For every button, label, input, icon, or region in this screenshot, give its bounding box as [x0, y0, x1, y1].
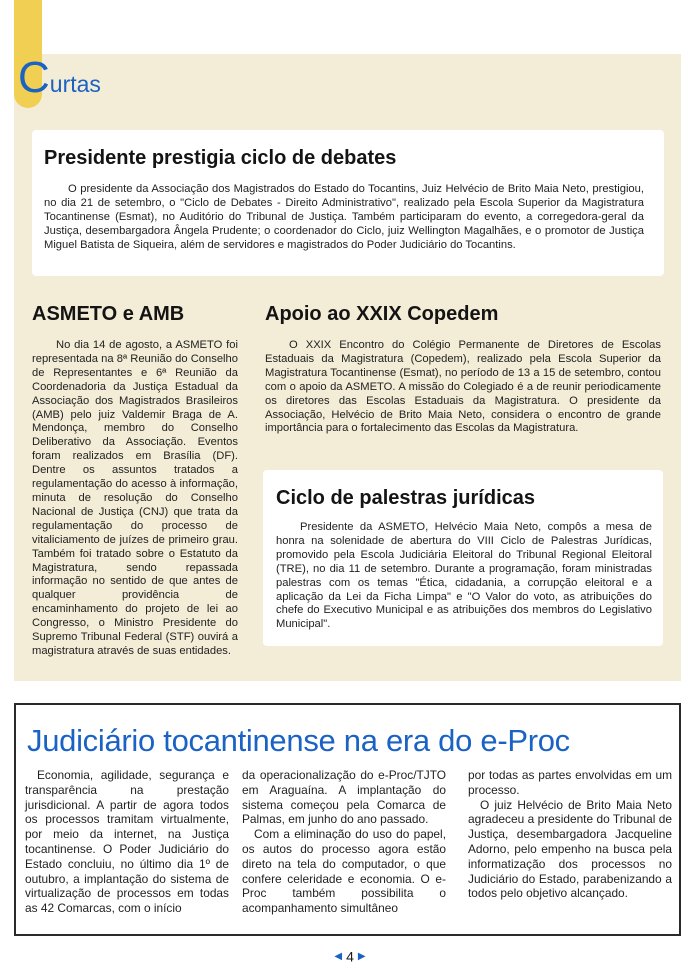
eproc-paragraph: por todas as partes envolvidas em um processo. — [468, 768, 672, 797]
article-body-copedem — [265, 339, 661, 436]
article-paragraph: No dia 14 de agosto, a ASMETO foi representada na 8ª Reunião do Conselho de Representantes e 6ª Reunião da Coordenadoria da Justiça Estadual da Associação dos Magistrados Brasileiros (AMB) pelo juiz Valdemir Braga de A. Mendonça, membro do Conselho Deliberativo da Associação. Eventos foram realizados em Brasília (DF). Dentre os assuntos tratados a regulamentação do acesso à informação, minuta de resolução do Conselho Nacional de Justiça (CNJ) que trata da regulamentação do processo de vitaliciamento de juízes de primeiro grau. Também foi tratado sobre o Estatuto da Magistratura, sendo repassada informação no sentido de que antes de qualquer providência de encaminhamento do projeto de lei ao Congresso, o Ministro Presidente do Supremo Tribunal Federal (STF) ouvirá a magistratura através de suas entidades. — [32, 339, 238, 657]
section-title-initial: C — [18, 53, 50, 102]
article-paragraph: O XXIX Encontro do Colégio Permanente de Diretores de Escolas Estaduais da Magistratura (Copedem), realizado pela Escola Superior da Magistratura Tocantinense (Esmat), no período de 13 a 15 de setembro, contou com o apoio da ASMETO. A missão do Colegiado é a de reunir periodicamente os diretores das Escolas Estaduais da Magistratura. O presidente da Associação, Helvécio de Brito Maia Neto, considera o encontro de grande importância para o fortalecimento das Escolas da Magistratura. — [265, 339, 661, 435]
eproc-paragraph: da operacionalização do e-Proc/TJTO em Araguaína. A implantação do sistema começou pela Comarca de Palmas, em junho do ano passado. — [242, 768, 446, 827]
article-title-ciclo: Ciclo de palestras jurídicas — [276, 487, 535, 509]
page-number: 4 — [346, 948, 354, 965]
section-title — [18, 53, 101, 102]
next-page-icon[interactable]: ▶ — [357, 950, 366, 962]
article-body-ciclo — [276, 521, 652, 632]
eproc-paragraph: O juiz Helvécio de Brito Maia Neto agradeceu a presidente do Tribunal de Justiça, desembargadora Jacqueline Adorno, pelo empenho na busca pela informatização dos processos no Judiciário do Estado, parabenizando a todos pelo objetivo alcançado. — [468, 797, 672, 901]
prev-page-icon[interactable]: ◀ — [334, 950, 343, 962]
eproc-headline: Judiciário tocantinense na era do e-Proc — [27, 723, 570, 758]
article-paragraph: Presidente da ASMETO, Helvécio Maia Neto, compôs a mesa de honra na solenidade de abertura do VIII Ciclo de Palestras Jurídicas, promovido pela Escola Judiciária Eleitoral do Tribunal Regional Eleitoral (TRE), no dia 11 de setembro. Durante a programação, foram ministradas palestras com os temas "Ética, cidadania, a corrupção eleitoral e a aplicação da Lei da Ficha Limpa" e "O Valor do voto, as atribuições do chefe do Executivo Municipal e as atribuições dos membros do Legislativo Municipal". — [276, 521, 652, 631]
eproc-paragraph: Economia, agilidade, segurança e transparência na prestação jurisdicional. A partir de agora todos os processos tramitam virtualmente, por meio da internet, na Justiça tocantinense. O Poder Judiciário do Estado concluiu, no último dia 1º de outubro, a implantação do sistema de virtualização de processos em todas as 42 Comarcas, com o início — [25, 768, 229, 916]
article-paragraph: O presidente da Associação dos Magistrados do Estado do Tocantins, Juiz Helvécio de Brito Maia Neto, prestigiou, no dia 21 de setembro, o "Ciclo de Debates - Direito Administrativo", realizado pela Escola Superior da Magistratura Tocantinense (Esmat), no Auditório do Tribunal de Justiça. Também participaram do evento, a corregedora-geral da Justiça, desembargadora Ângela Prudente; o coordenador do Ciclo, juiz Wellington Magalhães, e o promotor de Justiça Miguel Batista de Siqueira, além de servidores e magistrados do Poder Judiciário do Tocantins. — [44, 183, 644, 251]
eproc-column-1 — [25, 768, 229, 916]
eproc-paragraph: Com a eliminação do uso do papel, os autos do processo agora estão direto na tela do computador, o que confere celeridade e economia. O e-Proc também possibilita o acompanhamento simultâneo — [242, 827, 446, 916]
eproc-column-2 — [242, 768, 446, 916]
article-title-asmeto: ASMETO e AMB — [32, 303, 185, 325]
article-title-presidente: Presidente prestigia ciclo de debates — [44, 147, 397, 169]
section-title-rest: urtas — [49, 71, 101, 97]
article-title-copedem: Apoio ao XXIX Copedem — [265, 303, 499, 325]
article-body-presidente — [44, 183, 644, 253]
article-body-asmeto — [32, 339, 238, 659]
page-footer — [0, 947, 700, 964]
eproc-column-3 — [468, 768, 672, 901]
